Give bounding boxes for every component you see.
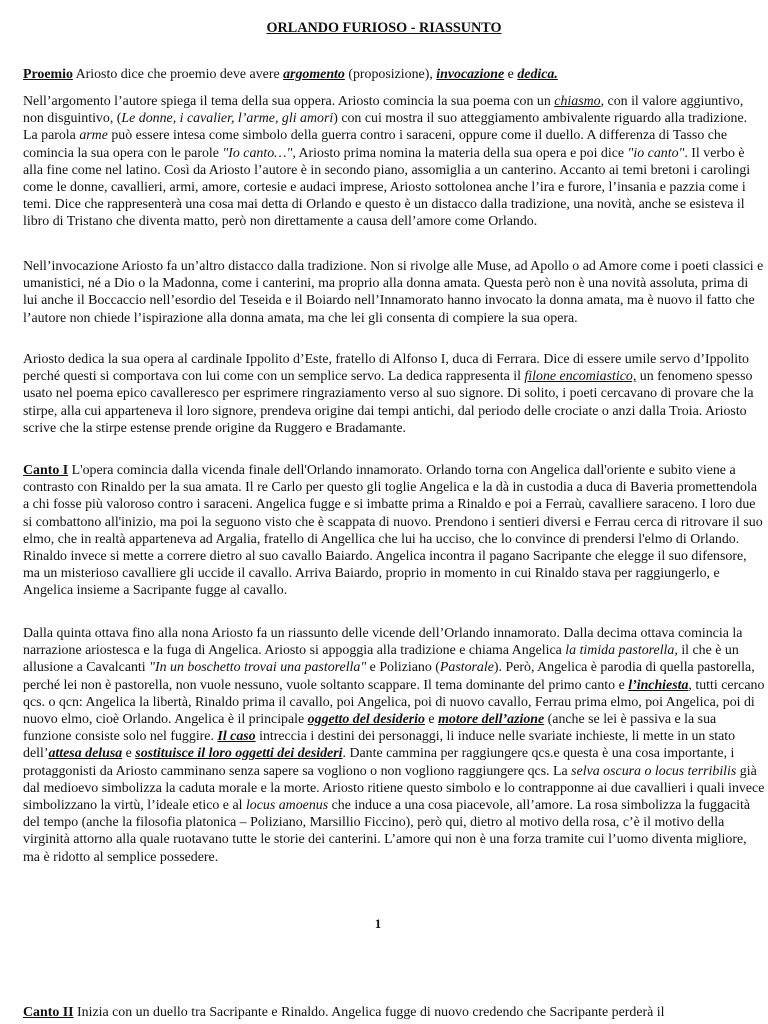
argomento-text: Ariosto prima nomina la materia della sua opera e poi dice xyxy=(295,145,628,161)
canto-1-text: L'opera comincia dalla vicenda finale dell'Orlando innamorato. Orlando torna con Angelica dall'oriente e subito viene a contrasto con Rinaldo per la sua amata. Il re Carlo per questo gli toglie Angelica e la dà in custodia a duca di Baveria promettendola a chi fosse più valoroso contro i saraceni. Angelica fugge e si imbatte prima a Rinaldo e poi a Ferraù, cavalliere saraceno. I loro due si combattono all'inizio, ma poi la seguono visto che è scappata di nuovo. Prendono i sentieri diversi e Ferrau cerca di ritrovare il suo elmo, che in realtà apparteneva ad Argalia, fratello di Angellica che lui ha ucciso, che lo convince di prendersi l'elmo di Orlando. Rinaldo invece si mette a correre dietro al suo cavallo Baiardo. Angelica incontra il pagano Sacripante che elegge il suo difensore, ma un misterioso cavalliere gli uccide il cavallo. Arriva Baiardo, proprio in momento in cui Rinaldo stava per raggiungerlo, e Angelica insieme a Sacripante fugge al cavallo. xyxy=(23,463,763,599)
quote-pastorale: Pastorale xyxy=(439,660,494,676)
analisi-paragraph xyxy=(23,625,765,866)
quote-locus-amoenus: locus amoenus xyxy=(245,798,329,814)
canto-2-paragraph xyxy=(23,1004,765,1021)
keyword-attesa-delusa: attesa delusa xyxy=(48,746,123,762)
keyword-dedica: dedica. xyxy=(517,67,558,82)
keyword-il-caso: Il caso xyxy=(217,729,256,745)
analisi-text: e xyxy=(424,712,439,728)
analisi-text: . Dante cammina per raggiungere qcs.e questa è una cosa importante, i protaggonisti da Ariosto camminano senza sapere sa vogliono o non vogliono raggiungere qcs. La xyxy=(23,746,735,779)
keyword-motore-dell-azione: motore dell’azione xyxy=(438,712,545,728)
analisi-text: e xyxy=(122,746,136,762)
analisi-text: il che è un allusione a Cavalcanti xyxy=(23,643,739,676)
page-break xyxy=(0,958,768,998)
quote-io-canto: "Io canto…", xyxy=(222,145,296,161)
dedica-paragraph xyxy=(23,351,765,437)
canto-2-heading: Canto II xyxy=(23,1005,74,1020)
keyword-filone-encomiastico: filone encomiastico, xyxy=(524,369,637,385)
proemio-heading: Proemio xyxy=(23,67,73,82)
canto-1-heading: Canto I xyxy=(23,463,69,478)
page-number: 1 xyxy=(374,916,382,931)
invocazione-paragraph: Nell’invocazione Ariosto fa un’altro distacco dalla tradizione. Non si rivolge alle Muse, ad Apollo o ad Amore come i poeti classici e umanistici, né a Dio o la Madonna, come i canterini, ma proprio alla donna amata. Questa però non è una novità assoluta, prima di lui anche il Boccaccio nell’esordio del Teseida e il Boiardo nell’Innamorato hanno invocato la donna amata, ma è nuovo il fatto che l’autore non chiede l’ispirazione alla donna amata, ma che lei gli consenta di compiere la sua opera. xyxy=(23,259,764,326)
keyword-inchiesta: l’inchiesta xyxy=(628,677,689,693)
quote-le-donne: Le donne, i cavalier, l’arme, gli amori xyxy=(121,111,334,127)
proemio-text: e xyxy=(504,67,518,82)
argomento-text: Nell’argomento l’autore spiega il tema della sua oppera. Ariosto comincia la sua poema con un xyxy=(23,94,555,109)
quote-io-canto-2: "io canto" xyxy=(627,145,685,161)
proemio-text: (proposizione), xyxy=(344,67,437,82)
analisi-text: (anche se lei è passiva e la sua funzione consiste solo nel fuggire. xyxy=(23,712,717,745)
keyword-argomento: argomento xyxy=(283,67,345,82)
dedica-text: Ariosto dedica la sua opera al cardinale Ippolito d’Este, fratello di Alfonso I, duca di Ferrara. Dice di essere umile servo d’Ippolito perché questi si comportava con lui come con un semplice servo. La dedica rappresenta il xyxy=(23,352,749,385)
keyword-sostituisce: sostituisce il loro oggetti dei desideri xyxy=(135,746,343,762)
analisi-text: già dal medioevo simbolizza la caduta morale e la morte. Ariosto ritiene questo simbolo e lo contrapponne ai due cavallieri i quali invece simbolizzano la virtù, l’ideale etico e al xyxy=(23,763,765,814)
analisi-text: Dalla quinta ottava fino alla nona Ariosto fa un riassunto delle vicende dell’Orlando innamorato. Dalla decima ottava comincia la narrazione ariostesca e la fuga di Angelica. Ariosto si appoggia alla tradizione e chiama Angelica xyxy=(23,626,743,659)
analisi-text: intreccia i destini dei personaggi, li induce nelle svariate inchieste, li mette in un stato dell’ xyxy=(23,729,736,762)
quote-selva-oscura: selva oscura o locus terribilis xyxy=(571,763,737,779)
canto-2-text: Inizia con un duello tra Sacripante e Rinaldo. Angelica fugge di nuovo credendo che Sacripante perderà il xyxy=(73,1005,665,1020)
analisi-text: ). Però, Angelica è parodia di quella pastorella, perché lei non è pastorella, non vuole nessuno, vuole soltanto scappare. Il tema dominante del primo canto e xyxy=(23,660,755,693)
keyword-invocazione: invocazione xyxy=(436,67,505,82)
canto-1-paragraph xyxy=(23,462,765,600)
analisi-text: , tutti cercano qcs. o qcn: Angelica la libertà, Rinaldo prima il cavallo, poi Angelica, poi di nuovo cavallo, Ferrau prima elmo, poi Angelica, poi di nuovo elmo, cioè Orlando. Angelica è il principale xyxy=(23,677,765,728)
quote-cavalcanti: "In un boschetto trovai una pastorella" xyxy=(149,660,367,676)
argomento-text: può essere intesa come simbolo della guerra contro i saraceni, oppure come il duello. A differenza di Tasso che comincia la sua opera con le parole xyxy=(23,128,728,161)
dedica-text: un fenomeno spesso usato nel poema epico cavalleresco per esprimere ringraziamento verso al suo signore. Di solito, i poeti cercavano di provare che la stirpe, alla cui apparteneva il loro signore, prendeva origine dai tempi antichi, dal periodo delle crociate o anzi dalla Troia. Ariosto scrive che la stirpe estense prende origine da Ruggero e Bradamante. xyxy=(23,369,754,436)
document-title: ORLANDO FURIOSO - RIASSUNTO xyxy=(266,20,502,36)
keyword-chiasmo: chiasmo xyxy=(554,94,601,109)
keyword-oggetto-del-desiderio: oggetto del desiderio xyxy=(307,712,425,728)
keyword-arme: arme xyxy=(79,128,108,144)
analisi-text: che induce a una cosa piacevole, all’amore. La rosa simbolizza la fuggacità del tempo (anche la filosofia platonica – Poliziano, Marsillio Ficcino), però qui, dietro al motivo della rosa, c’è il motivo della virginità attorno alla quale ruotavano tutte le storie dei canterini. L’amore qui non è una forza tramite cui l’uomo diventa migliore, ma è ridotto al semplice possedere. xyxy=(23,798,751,865)
quote-timida-pastorella: la timida pastorella, xyxy=(565,643,678,659)
argomento-paragraph xyxy=(23,93,765,231)
argomento-text: . Il verbo è alla fine come nel latino. Così da Ariosto l’autore è in secondo piano, assomiglia a un canterino. Accanto ai temi bretoni i carolingi come le donne, cavallieri, armi, amore, cortesie e audaci imprese, Ariosto sottolonea anche l’ira e furore, l’insania e pazzia come i temi. Dice che rappresenterà una cosa mai detta di Orlando e questo è un distacco dalla tradizione, una novità, anche se esisteva il libro di Tristano che diventa matto, però non direttamente a causa dell’amore come Orlando. xyxy=(23,145,751,230)
proemio-paragraph xyxy=(23,66,765,83)
analisi-text: e Poliziano ( xyxy=(366,660,440,676)
proemio-text: Ariosto dice che proemio deve avere xyxy=(72,67,284,82)
argomento-text: , con il valore aggiuntivo, non disguintivo, ( xyxy=(23,94,744,127)
argomento-text: ) con cui mostra il suo atteggiamento ambivalente riguardo alla tradizione. La parola xyxy=(23,111,748,144)
